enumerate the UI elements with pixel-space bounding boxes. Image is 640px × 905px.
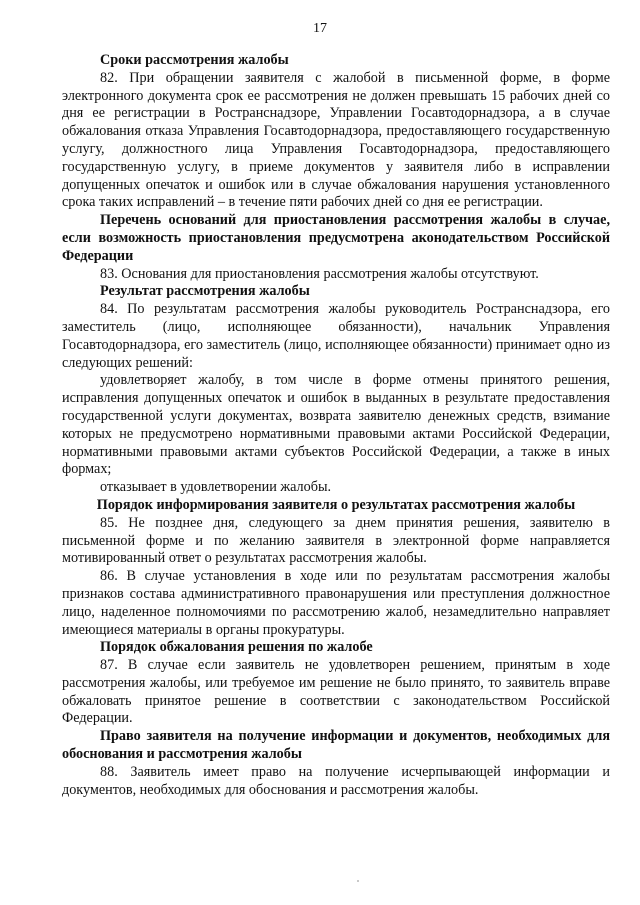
paragraph-82: 82. При обращении заявителя с жалобой в письменной форме, в форме электронного документа срок ее рассмотрения не должен превышать 15 рабочих дней со дня ее регистрации в Ространснадзоре, Управлении Госавтодорнадзора, а в случае обжалования отказа Управления Госавтодорнадзора, предоставляющего государственную услугу, должностного лица Управления Госавтодорнадзора, предоставляющего государственную услугу, в приеме документов у заявителя либо в исправлении допущенных опечаток и ошибок или в случае обжалования нарушения установленного срока таких исправлений – в течение пяти рабочих дней со дня ее регистрации. xyxy=(62,69,610,211)
paragraph-85: 85. Не позднее дня, следующего за днем принятия решения, заявителю в письменной форме и по желанию заявителя в электронной форме направляется мотивированный ответ о результатах рассмотрения жалобы. xyxy=(62,514,610,567)
section-heading-appeal-procedure: Порядок обжалования решения по жалобе xyxy=(100,639,373,656)
section-heading-review-terms: Сроки рассмотрения жалобы xyxy=(100,52,289,68)
section-heading-informing: Порядок информирования заявителя о результатах рассмотрения жалобы xyxy=(96,496,576,513)
section-heading-suspension-grounds: Перечень оснований для приостановления рассмотрения жалобы в случае, если возможность приостановления предусмотрена аконодательством Российской Федерации xyxy=(62,212,610,264)
document-body xyxy=(62,52,610,799)
section-heading-right-to-information: Право заявителя на получение информации и документов, необходимых для обоснования и рассмотрения жалобы xyxy=(62,728,610,763)
paragraph-84-option-satisfy: удовлетворяет жалобу, в том числе в форме отмены принятого решения, исправления допущенных опечаток и ошибок в выданных в результате предоставления государственной услуги документах, возврата заявителю денежных средств, взимание которых не предусмотрено нормативными правовыми актами Российской Федерации, нормативными правовыми актами субъектов Российской Федерации, а также в иных формах; xyxy=(62,372,610,478)
paragraph-84-option-refuse: отказывает в удовлетворении жалобы. xyxy=(100,479,332,496)
paragraph-86: 86. В случае установления в ходе или по результатам рассмотрения жалобы признаков состава административного правонарушения или преступления должностное лицо, наделенное полномочиями по рассмотрению жалоб, незамедлительно направляет имеющиеся материалы в органы прокуратуры. xyxy=(62,568,610,638)
page-number: 17 xyxy=(313,21,327,36)
paragraph-87: 87. В случае если заявитель не удовлетворен решением, принятым в ходе рассмотрения жалобы, или требуемое им решение не было принято, то заявитель вправе обжаловать принятое решение в соответствии с законодательством Российской Федерации. xyxy=(62,657,610,727)
paragraph-88: 88. Заявитель имеет право на получение исчерпывающей информации и документов, необходимых для обоснования и рассмотрения жалобы. xyxy=(62,763,610,798)
paragraph-84: 84. По результатам рассмотрения жалобы руководитель Ространснадзора, его заместитель (лицо, исполняющее обязанности), начальник Управления Госавтодорнадзора, его заместитель (лицо, исполняющее обязанности) принимает одно из следующих решений: xyxy=(62,301,610,371)
paragraph-83: 83. Основания для приостановления рассмотрения жалобы отсутствуют. xyxy=(100,265,539,282)
scan-speck xyxy=(357,880,359,882)
section-heading-review-result: Результат рассмотрения жалобы xyxy=(100,283,310,300)
